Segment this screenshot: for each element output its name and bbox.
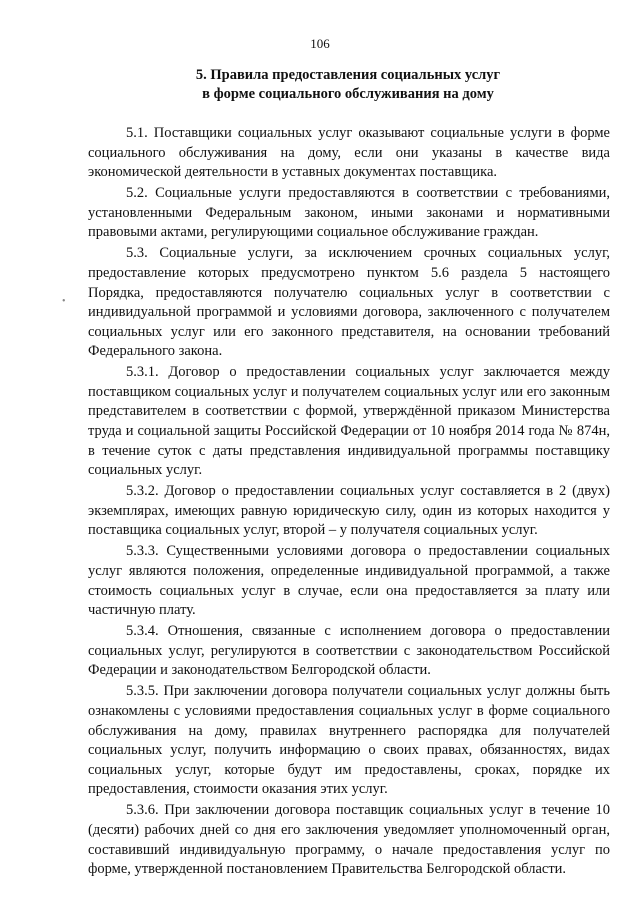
paragraph-5-2: 5.2. Социальные услуги предоставляются в соответствии с требованиями, установленными Федеральным законом, иными законами и нормативными правовыми актами, регулирующими социальное обслуживание граждан. [88, 185, 610, 241]
paragraph-5-3-6: 5.3.6. При заключении договора поставщик социальных услуг в течение 10 (десяти) рабочих дней со дня его заключения уведомляет уполномоченный орган, составивший индивидуальную программу, о начале предоставления услуг по форме, утвержденной постановлением Правительства Белгородской области. [88, 802, 610, 878]
paragraph-5-3-2: 5.3.2. Договор о предоставлении социальных услуг составляется в 2 (двух) экземплярах, имеющих равную юридическую силу, один из которых находится у поставщика социальных услуг, второй – у получателя социальных услуг. [88, 483, 610, 539]
section-title [88, 66, 608, 104]
section-title-line-1: 5. Правила предоставления социальных услуг [195, 67, 501, 83]
paragraph-5-3-5: 5.3.5. При заключении договора получатели социальных услуг должны быть ознакомлены с условиями предоставления социальных услуг в форме социального обслуживания на дому, правилах внутреннего распорядка для получателей социальных услуг, получить информацию о своих правах, обязанностях, видах социальных услуг, которые будут им предоставлены, сроках, порядке их предоставления, стоимости оказания этих услуг. [88, 683, 610, 798]
paragraph-5-1: 5.1. Поставщики социальных услуг оказывают социальные услуги в форме социального обслуживания на дому, если они указаны в качестве вида экономической деятельности в уставных документах поставщика. [88, 125, 610, 181]
page-number: 106 [310, 36, 330, 51]
scan-speck: • [62, 296, 66, 307]
document-body [88, 124, 610, 881]
paragraph-5-3: 5.3. Социальные услуги, за исключением срочных социальных услуг, предоставление которых предусмотрено пунктом 5.6 раздела 5 настоящего Порядка, предоставляются получателю социальных услуг в соответствии с индивидуальной программой и условиями договора, заключенного с получателем социальных услуг или его законного представителя, на основании требований Федерального закона. [88, 245, 610, 360]
paragraph-5-3-1: 5.3.1. Договор о предоставлении социальных услуг заключается между поставщиком социальных услуг и получателем социальных услуг или его законным представителем в соответствии с формой, утверждённой приказом Министерства труда и социальной защиты Российской Федерации от 10 ноября 2014 года № 874н, в течение суток с даты представления индивидуальной программы поставщику социальных услуг. [88, 364, 610, 479]
paragraph-5-3-3: 5.3.3. Существенными условиями договора о предоставлении социальных услуг являются положения, определенные индивидуальной программой, а также стоимость социальных услуг в случае, если она предоставляется за плату или частичную плату. [88, 543, 610, 619]
paragraph-5-3-4: 5.3.4. Отношения, связанные с исполнением договора о предоставлении социальных услуг, регулируются в соответствии с законодательством Российской Федерации и законодательством Белгородской области. [88, 623, 610, 679]
section-title-line-2: в форме социального обслуживания на дому [202, 86, 494, 102]
